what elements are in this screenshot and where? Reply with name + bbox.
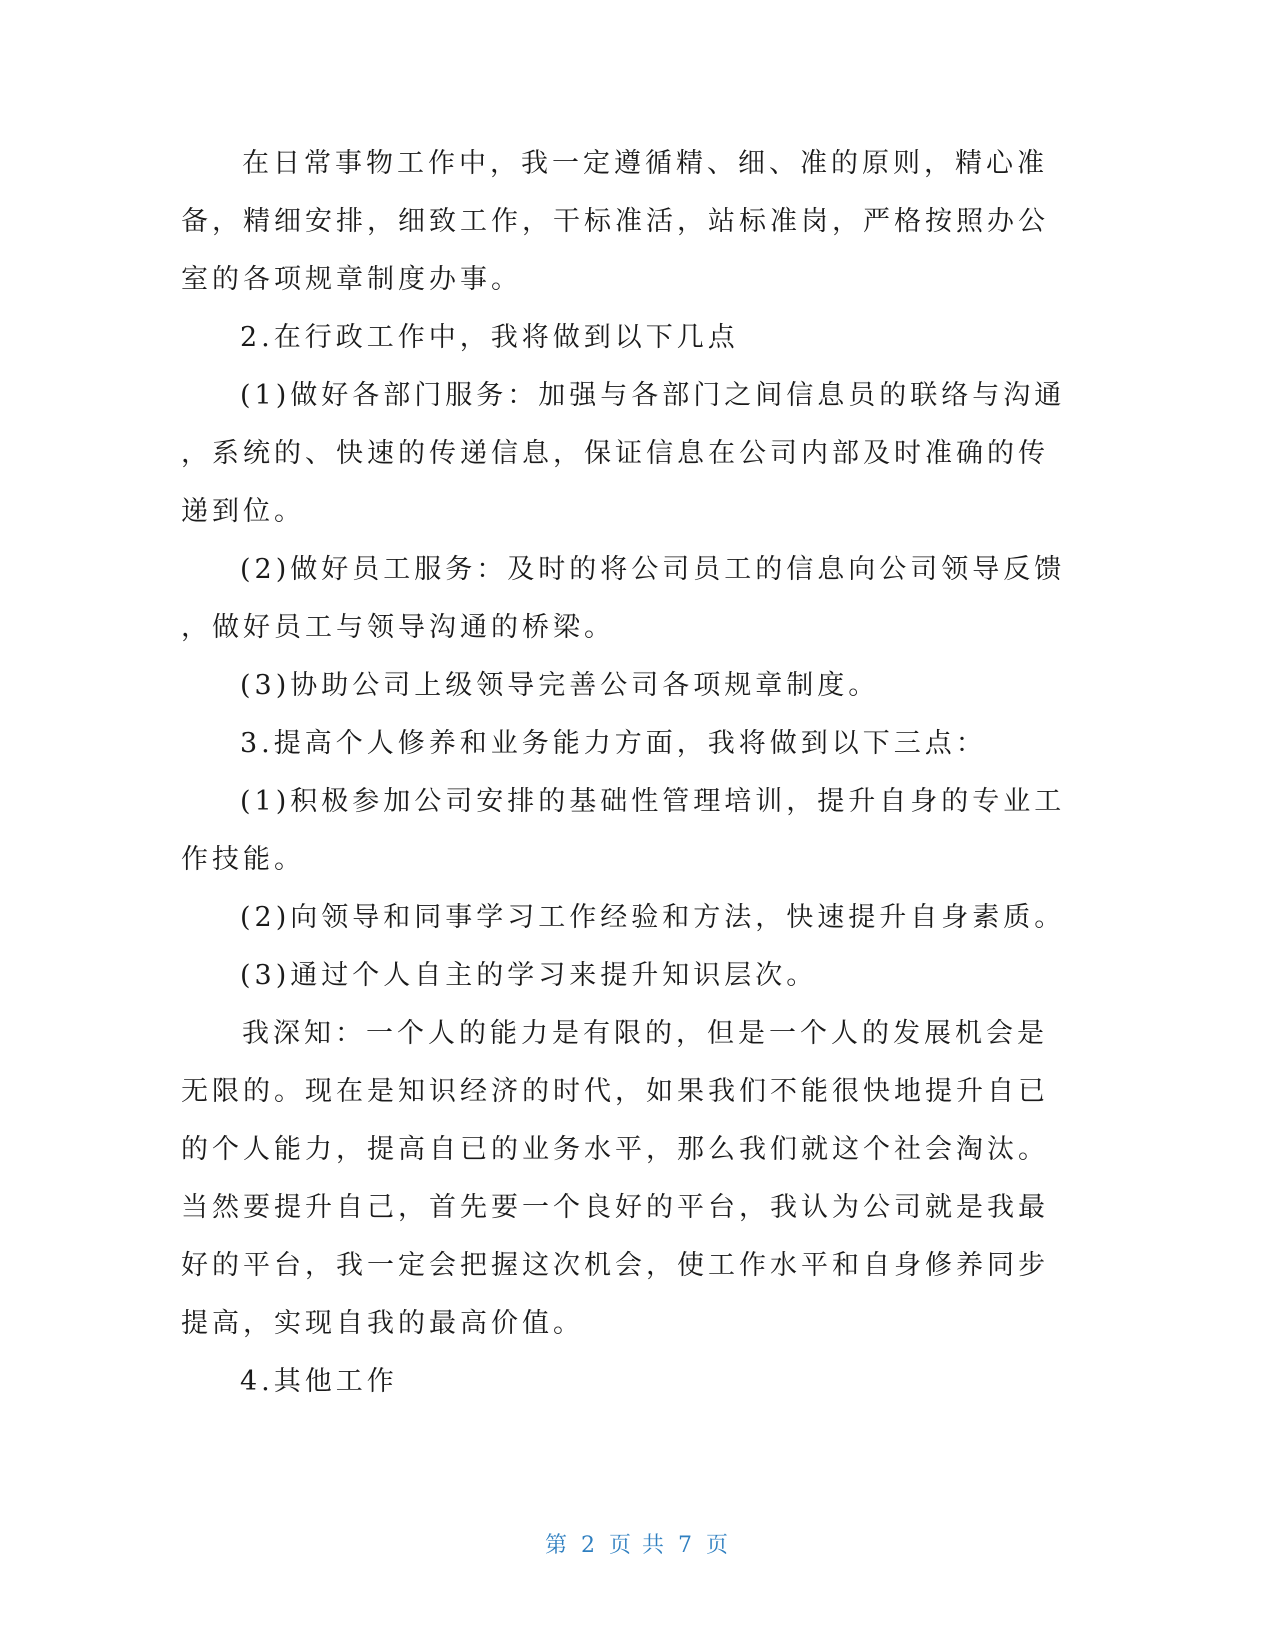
text-line-1: 在日常事物工作中，我一定遵循精、细、准的原则，精心准 [242, 148, 1048, 179]
text-line-3: 室的各项规章制度办事。 [181, 264, 522, 295]
text-line-9: ，做好员工与领导沟通的桥梁。 [181, 612, 615, 643]
text-line-21: 提高，实现自我的最高价值。 [181, 1308, 584, 1339]
text-line-5: (1)做好各部门服务：加强与各部门之间信息员的联络与沟通 [240, 380, 1066, 411]
footer-prefix: 第 [544, 1533, 569, 1558]
text-line-14: (2)向领导和同事学习工作经验和方法，快速提升自身素质。 [240, 902, 1066, 933]
text-line-12: (1)积极参加公司安排的基础性管理培训，提升自身的专业工 [240, 786, 1066, 817]
text-line-13: 作技能。 [181, 844, 305, 875]
footer-mid: 页 共 [609, 1533, 666, 1558]
text-line-2: 备，精细安排，细致工作，干标准活，站标准岗，严格按照办公 [181, 206, 1049, 237]
text-line-18: 的个人能力，提高自已的业务水平，那么我们就这个社会淘汰。 [181, 1134, 1049, 1165]
section-heading-4: 4.其他工作 [240, 1366, 398, 1397]
text-line-10: (3)协助公司上级领导完善公司各项规章制度。 [240, 670, 880, 701]
text-line-7: 递到位。 [181, 496, 305, 527]
text-line-19: 当然要提升自己，首先要一个良好的平台，我认为公司就是我最 [181, 1192, 1049, 1223]
section-heading-3: 3.提高个人修养和业务能力方面，我将做到以下三点： [240, 728, 987, 759]
text-line-17: 无限的。现在是知识经济的时代，如果我们不能很快地提升自已 [181, 1076, 1049, 1107]
footer-current-page: 2 [581, 1533, 597, 1558]
text-line-6: ，系统的、快速的传递信息，保证信息在公司内部及时准确的传 [181, 438, 1049, 469]
section-heading-2: 2.在行政工作中，我将做到以下几点 [240, 322, 739, 353]
text-line-16: 我深知：一个人的能力是有限的，但是一个人的发展机会是 [242, 1018, 1048, 1049]
text-line-15: (3)通过个人自主的学习来提升知识层次。 [240, 960, 818, 991]
footer-total-pages: 7 [678, 1533, 694, 1558]
footer-suffix: 页 [706, 1533, 731, 1558]
text-line-8: (2)做好员工服务：及时的将公司员工的信息向公司领导反馈 [240, 554, 1066, 585]
page-footer [0, 1532, 1275, 1560]
text-line-20: 好的平台，我一定会把握这次机会，使工作水平和自身修养同步 [181, 1250, 1049, 1281]
